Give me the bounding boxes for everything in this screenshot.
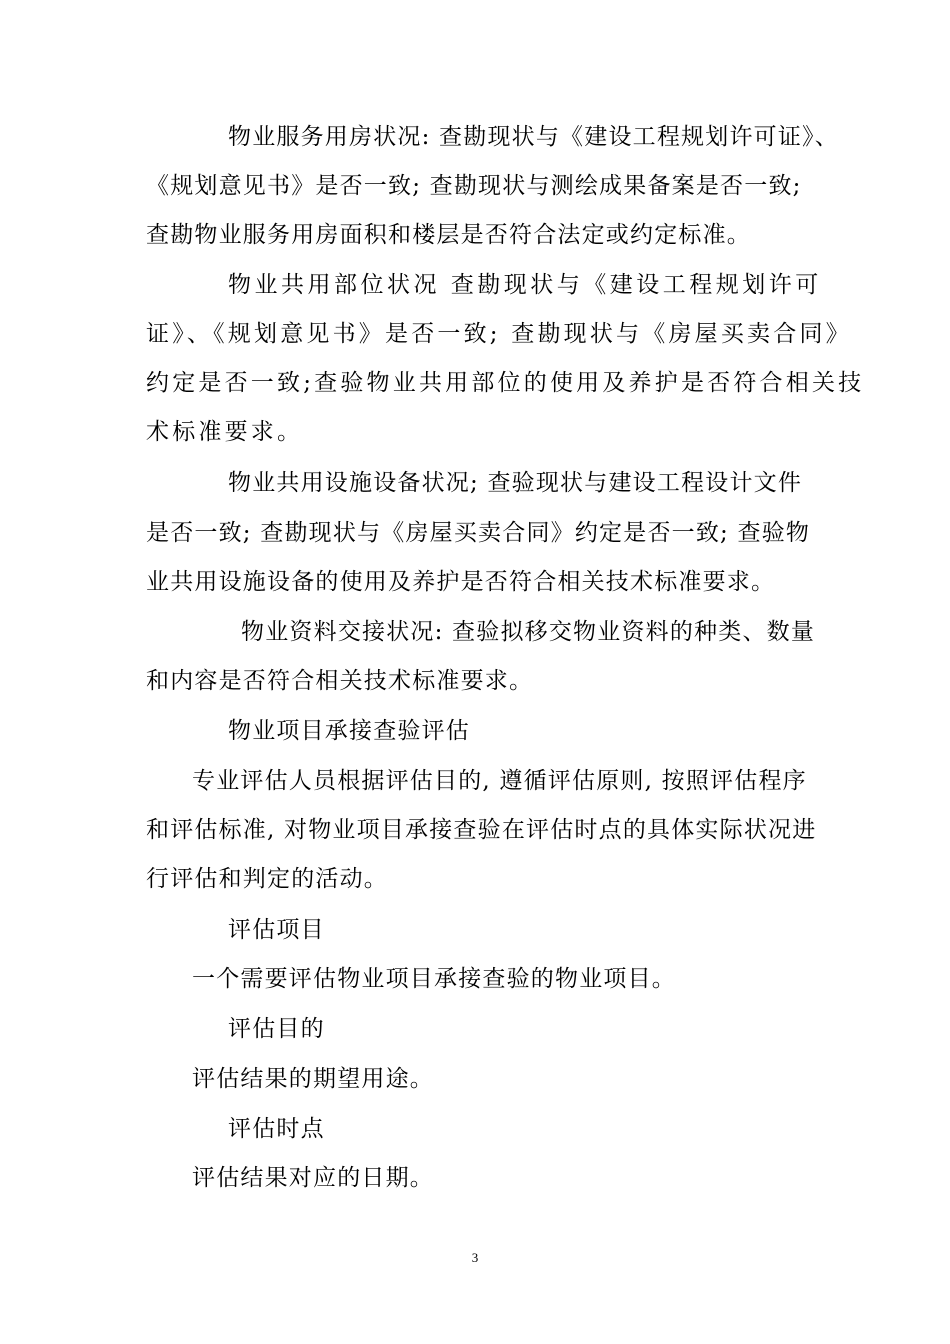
term-heading: 评估项目 — [228, 917, 325, 943]
term-heading: 评估时点 — [228, 1116, 325, 1142]
text-line: 物业共用部位状况 查勘现状与《建设工程规划许可 — [228, 272, 822, 298]
text-line: 术标准要求。 — [146, 419, 304, 445]
term-heading: 评估目的 — [228, 1016, 325, 1042]
text-line: 和评估标准, 对物业项目承接查验在评估时点的具体实际状况进 — [146, 817, 817, 843]
text-line: 查勘物业服务用房面积和楼层是否符合法定或约定标准。 — [146, 222, 751, 248]
text-line: 行评估和判定的活动。 — [146, 866, 388, 892]
term-definition: 评估结果对应的日期。 — [192, 1165, 434, 1191]
text-line: 专业评估人员根据评估目的, 遵循评估原则, 按照评估程序 — [192, 768, 807, 794]
text-line: 是否一致; 查勘现状与《房屋买卖合同》约定是否一致; 查验物 — [146, 520, 811, 546]
text-line: 物业资料交接状况: 查验拟移交物业资料的种类、数量 — [241, 619, 816, 645]
text-line: 物业共用设施设备状况; 查验现状与建设工程设计文件 — [228, 470, 803, 496]
text-line: 和内容是否符合相关技术标准要求。 — [146, 668, 534, 694]
term-definition: 一个需要评估物业项目承接查验的物业项目。 — [192, 966, 676, 992]
page-number: 3 — [471, 1250, 479, 1265]
section-heading: 物业项目承接查验评估 — [228, 718, 470, 744]
text-line: 物业服务用房状况: 查勘现状与《建设工程规划许可证》、 — [228, 124, 839, 150]
term-definition: 评估结果的期望用途。 — [192, 1066, 434, 1092]
text-line: 证》、《规划意见书》是否一致; 查勘现状与《房屋买卖合同》 — [146, 321, 852, 347]
text-line: 业共用设施设备的使用及养护是否符合相关技术标准要求。 — [146, 569, 776, 595]
text-line: 《规划意见书》是否一致; 查勘现状与测绘成果备案是否一致; — [146, 173, 802, 199]
text-line: 约定是否一致;查验物业共用部位的使用及养护是否符合相关技 — [146, 370, 865, 396]
